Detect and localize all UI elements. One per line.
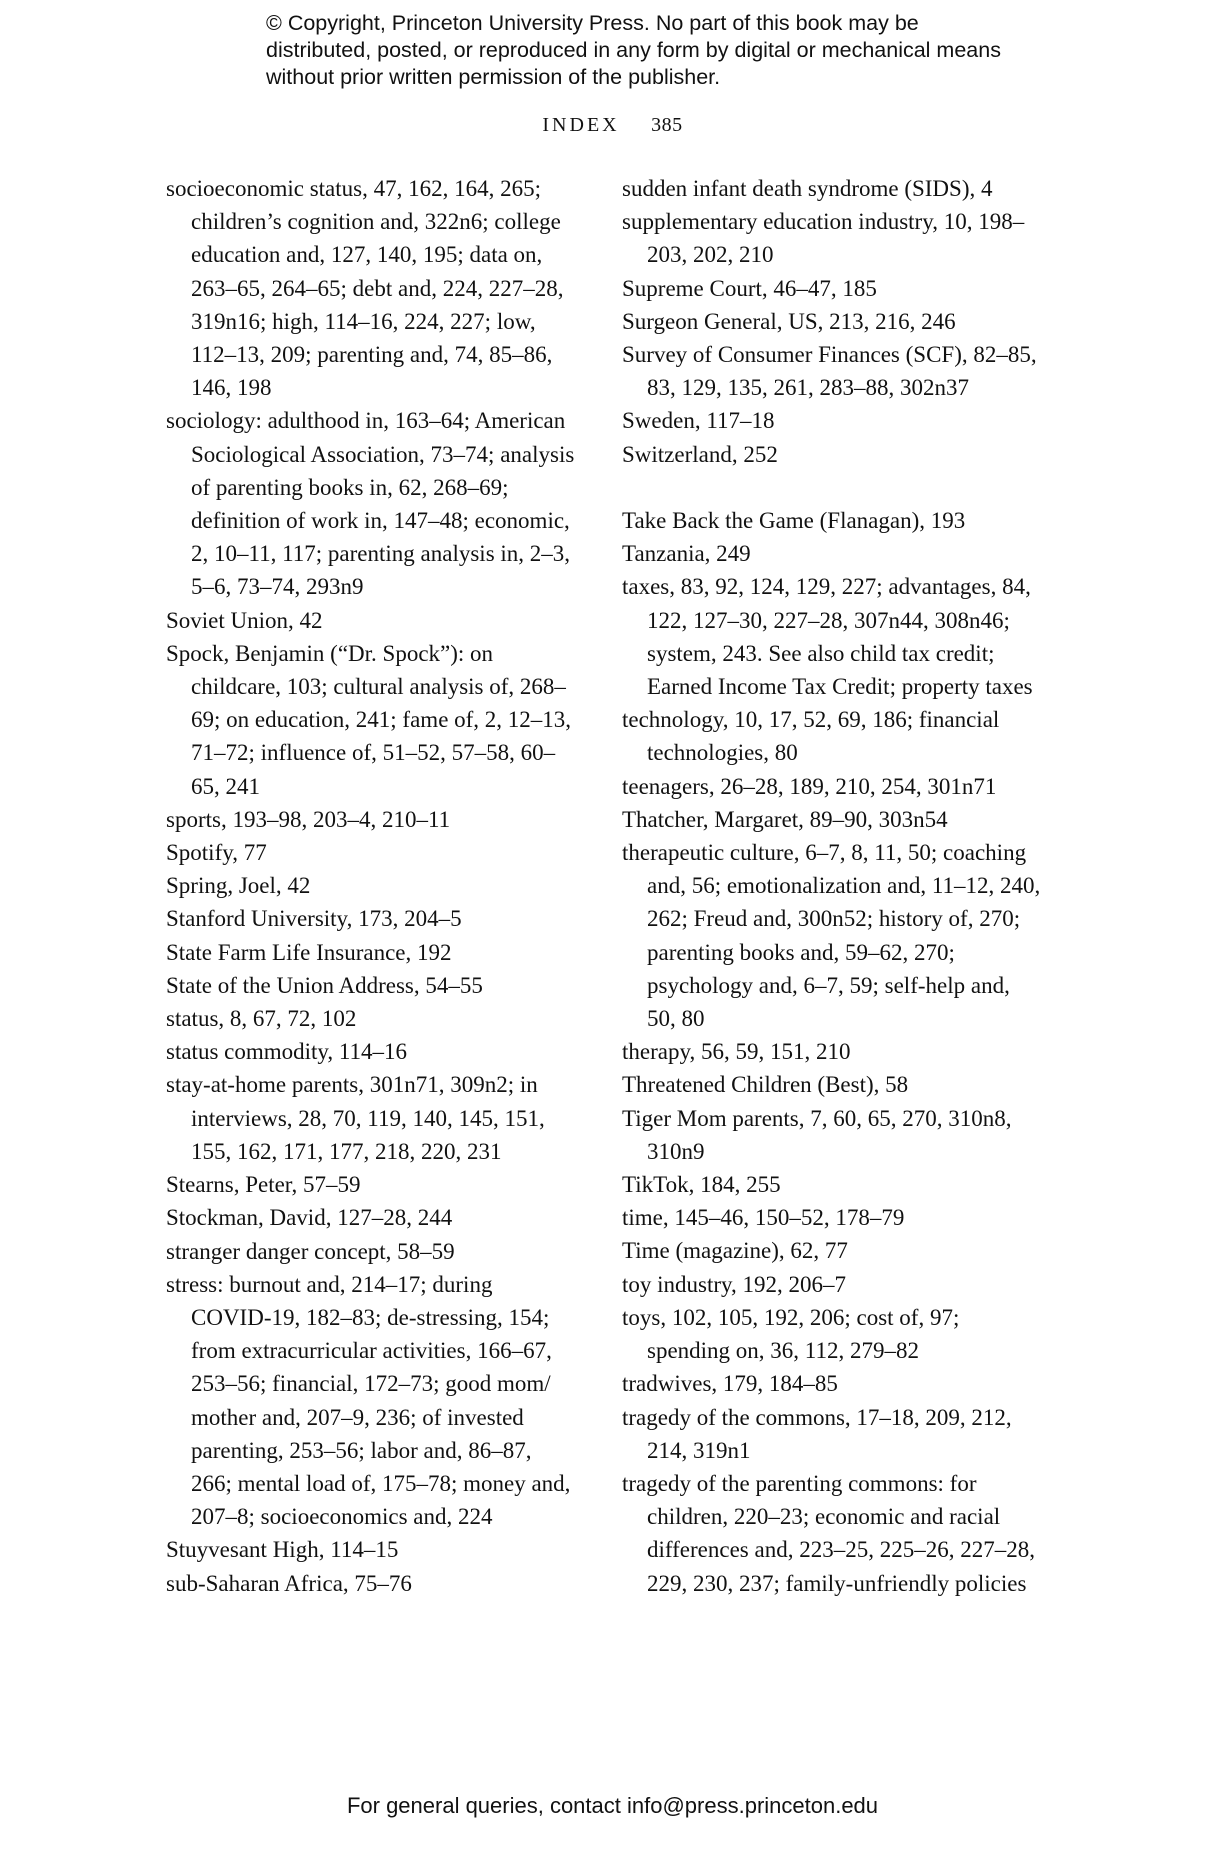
index-entry: supplementary education industry, 10, 198–203, 202, 210 (622, 209, 1025, 268)
index-entry: Time (magazine), 62, 77 (622, 1238, 848, 1264)
index-entry: Stanford University, 173, 204–5 (166, 906, 462, 932)
index-entry: toys, 102, 105, 192, 206; cost of, 97; spending on, 36, 112, 279–82 (622, 1304, 960, 1364)
index-entry: Spock, Benjamin (“Dr. Spock”): on childcare, 103; cultural analysis of, 268–69; on education, 241; fame of, 2, 12–13, 71–72; influence of, 51–52, 57–58, 60–65, 241 (166, 640, 572, 799)
index-entry: Switzerland, 252 (622, 441, 778, 467)
index-entry: State of the Union Address, 54–55 (166, 972, 483, 998)
index-entry: sociology: adulthood in, 163–64; American Sociological Association, 73–74; analysis of parenting books in, 62, 268–69; definition of work in, 147–48; economic, 2, 10–11, 117; parenting analysis in, 2–3, 5–6, 73–74, 293n9 (166, 408, 575, 600)
index-entry: State Farm Life Insurance, 192 (166, 939, 452, 965)
index-entry: Survey of Consumer Finances (SCF), 82–85, 83, 129, 135, 261, 283–88, 302n37 (622, 342, 1037, 401)
index-column-left (166, 172, 578, 1600)
index-entry: Take Back the Game (Flanagan), 193 (622, 508, 966, 534)
index-entry: socioeconomic status, 47, 162, 164, 265; children’s cognition and, 322n6; college education and, 127, 140, 195; data on, 263–65, 264–65; debt and, 224, 227–28, 319n16; high, 114–16, 224, 227; low, 112–13, 209; parenting and, 74, 85–86, 146, 198 (166, 176, 564, 401)
index-entry: time, 145–46, 150–52, 178–79 (622, 1205, 905, 1231)
index-entry: Soviet Union, 42 (166, 607, 323, 633)
index-entry: Threatened Children (Best), 58 (622, 1072, 909, 1098)
index-entry: Surgeon General, US, 213, 216, 246 (622, 308, 956, 334)
letter-gap (622, 471, 1042, 504)
section-label: INDEX (542, 114, 620, 136)
index-entry: tragedy of the commons, 17–18, 209, 212, 214, 319n1 (622, 1404, 1012, 1463)
index-entry: therapy, 56, 59, 151, 210 (622, 1039, 851, 1065)
index-entry: sudden infant death syndrome (SIDS), 4 (622, 176, 993, 201)
index-entry: stress: burnout and, 214–17; during COVID-19, 182–83; de-stressing, 154; from extracurricular activities, 166–67, 253–56; financial, 172–73; good mom/ mother and, 207–9, 236; of invested parenting, 253–56; labor and, 86–87, 266; mental load of, 175–78; money and, 207–8; socioeconomics and, 224 (166, 1271, 571, 1530)
index-entry: Spotify, 77 (166, 840, 267, 866)
index-entry: Tanzania, 249 (622, 541, 751, 567)
page-number: 385 (651, 114, 683, 136)
copyright-notice: © Copyright, Princeton University Press. No part of this book may be distributed, posted, or reproduced in any form by digital or mechanical means without prior written permission of the publisher. (266, 11, 1001, 89)
index-entry: teenagers, 26–28, 189, 210, 254, 301n71 (622, 773, 997, 799)
index-entry: stranger danger concept, 58–59 (166, 1238, 455, 1264)
index-entry: stay-at-home parents, 301n71, 309n2; in interviews, 28, 70, 119, 140, 145, 151, 155, 162, 171, 177, 218, 220, 231 (166, 1072, 545, 1164)
index-entry: Tiger Mom parents, 7, 60, 65, 270, 310n8, 310n9 (622, 1105, 1012, 1164)
index-group-s (622, 172, 1042, 471)
index-entry: TikTok, 184, 255 (622, 1172, 781, 1198)
index-entry: Sweden, 117–18 (622, 408, 775, 434)
index-entry: sports, 193–98, 203–4, 210–11 (166, 806, 451, 832)
index-entry: sub-Saharan Africa, 75–76 (166, 1570, 412, 1596)
footer-contact: For general queries, contact info@press.princeton.edu (346, 1793, 879, 1818)
index-entry: Supreme Court, 46–47, 185 (622, 275, 877, 301)
index-entry: status, 8, 67, 72, 102 (166, 1006, 357, 1032)
index-group-t (622, 504, 1042, 1600)
index-entry: tradwives, 179, 184–85 (622, 1371, 838, 1397)
index-entry: taxes, 83, 92, 124, 129, 227; advantages, 84, 122, 127–30, 227–28, 307n44, 308n46; system, 243. See also child tax credit; Earned Income Tax Credit; property taxes (622, 574, 1033, 700)
index-column-right (622, 172, 1042, 1600)
index-entry: Thatcher, Margaret, 89–90, 303n54 (622, 806, 948, 832)
running-head (0, 114, 1225, 137)
index-entry: Spring, Joel, 42 (166, 873, 311, 899)
index-entry: technology, 10, 17, 52, 69, 186; financial technologies, 80 (622, 707, 1000, 766)
index-entry: toy industry, 192, 206–7 (622, 1271, 847, 1297)
index-entry: Stockman, David, 127–28, 244 (166, 1205, 453, 1231)
index-entry: Stearns, Peter, 57–59 (166, 1172, 361, 1198)
index-entry: therapeutic culture, 6–7, 8, 11, 50; coaching and, 56; emotionalization and, 11–12, 240, 262; Freud and, 300n52; history of, 270; parenting books and, 59–62, 270; psychology and, 6–7, 59; self-help and, 50, 80 (622, 840, 1041, 1032)
index-entry: Stuyvesant High, 114–15 (166, 1537, 399, 1563)
index-entry: status commodity, 114–16 (166, 1039, 408, 1065)
index-entry: tragedy of the parenting commons: for children, 220–23; economic and racial differences and, 223–25, 225–26, 227–28, 229, 230, 237; family-unfriendly policies (622, 1470, 1035, 1596)
